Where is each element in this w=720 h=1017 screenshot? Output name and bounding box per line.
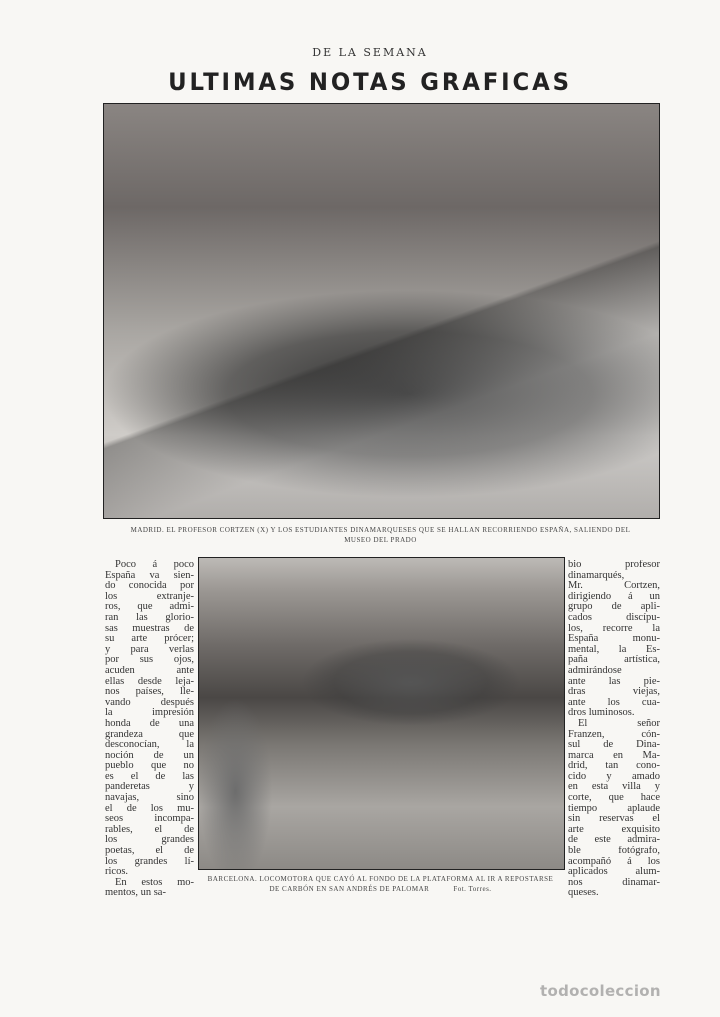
text-line: es el de las xyxy=(105,771,194,782)
text-line: cido y amado xyxy=(568,771,660,782)
text-line: el de los mu- xyxy=(105,803,194,814)
text-line: cados discípu- xyxy=(568,612,660,623)
text-line: seos incompa- xyxy=(105,814,194,825)
text-line: la impresión xyxy=(105,708,194,719)
text-line: y para verlas xyxy=(105,644,194,655)
text-line: Poco á poco xyxy=(115,560,194,570)
section-header: DE LA SEMANA xyxy=(312,46,428,59)
text-line: dras viejas, xyxy=(568,687,660,698)
text-line: acuden ante xyxy=(105,665,194,676)
text-line: de este admira- xyxy=(568,835,660,846)
photo-barcelona-locomotive xyxy=(198,557,565,870)
text-line: dinamarqués, xyxy=(568,570,625,581)
text-line: mentos, un sa- xyxy=(105,888,166,899)
text-line: ble fotógrafo, xyxy=(568,846,660,857)
text-line: ante las pie- xyxy=(568,676,660,687)
text-line: bio profesor xyxy=(568,560,660,570)
text-line: vando después xyxy=(105,697,194,708)
text-line: Franzen, cón- xyxy=(568,729,660,740)
photo1-caption xyxy=(103,525,658,545)
article-column-right xyxy=(568,560,660,899)
page-title: ULTIMAS NOTAS GRAFICAS xyxy=(168,68,572,96)
text-line: por sus ojos, xyxy=(105,655,194,666)
text-line: nos dinamar- xyxy=(568,877,660,888)
text-line: sas muestras de xyxy=(105,623,194,634)
text-line: los extranje- xyxy=(105,591,194,602)
text-line: ran las glorio- xyxy=(105,612,194,623)
text-line: En estos mo- xyxy=(115,877,194,888)
text-line: ante los cua- xyxy=(568,697,660,708)
article-column-left xyxy=(105,560,194,899)
text-line: Mr. Cortzen, xyxy=(568,581,660,592)
text-line: acompañó á los xyxy=(568,856,660,867)
text-line: España va sien- xyxy=(105,570,194,581)
text-line: aplicados alum- xyxy=(568,867,660,878)
text-line: ros, que admi- xyxy=(105,602,194,613)
text-line: tiempo aplaude xyxy=(568,803,660,814)
caption-line: MADRID. EL PROFESOR CORTZEN (X) Y LOS ESTUDIANTES DINAMARQUESES QUE SE HALLAN RECORRIENDO ESPAÑA, SALIENDO DEL xyxy=(130,526,631,534)
text-line: noción de un xyxy=(105,750,194,761)
text-line: mental, la Es- xyxy=(568,644,660,655)
text-line: El señor xyxy=(578,718,660,729)
text-line: nos países, lle- xyxy=(105,687,194,698)
text-line: honda de una xyxy=(105,718,194,729)
photo2-caption xyxy=(198,874,563,894)
text-line: grupo de apli- xyxy=(568,602,660,613)
text-line: ricos. xyxy=(105,867,129,878)
text-line: do conocida por xyxy=(105,581,194,592)
text-line: dros luminosos. xyxy=(568,708,635,719)
text-line: pueblo que no xyxy=(105,761,194,772)
text-line: queses. xyxy=(568,888,599,899)
text-line: desconocían, la xyxy=(105,740,194,751)
text-line: admirándose xyxy=(568,665,622,676)
text-line: corte, que hace xyxy=(568,793,660,804)
text-line: marca en Ma- xyxy=(568,750,660,761)
text-line: poetas, el de xyxy=(105,846,194,857)
text-line: drid, tan cono- xyxy=(568,761,660,772)
text-line: en esta villa y xyxy=(568,782,660,793)
text-line: España monu- xyxy=(568,634,660,645)
text-line: los grandes lí- xyxy=(105,856,194,867)
text-line: panderetas y xyxy=(105,782,194,793)
text-line: navajas, sino xyxy=(105,793,194,804)
photo-madrid-students-stairs xyxy=(103,103,660,519)
text-line: rables, el de xyxy=(105,824,194,835)
text-line: grandeza que xyxy=(105,729,194,740)
caption-line: DE CARBÓN EN SAN ANDRÉS DE PALOMAR xyxy=(269,885,430,893)
watermark: todocoleccion xyxy=(540,982,661,1000)
text-line: su arte prócer; xyxy=(105,634,194,645)
text-line: los grandes xyxy=(105,835,194,846)
caption-line: MUSEO DEL PRADO xyxy=(344,536,417,544)
text-line: sin reservas el xyxy=(568,814,660,825)
photo-credit: Fot. Torres. xyxy=(453,885,492,893)
caption-line: BARCELONA. LOCOMOTORA QUE CAYÓ AL FONDO DE LA PLATAFORMA AL IR A REPOSTARSE xyxy=(207,875,554,883)
text-line: paña artística, xyxy=(568,655,660,666)
text-line: arte exquisito xyxy=(568,824,660,835)
text-line: ellas desde leja- xyxy=(105,676,194,687)
text-line: sul de Dina- xyxy=(568,740,660,751)
text-line: los, recorre la xyxy=(568,623,660,634)
text-line: dirigiendo á un xyxy=(568,591,660,602)
